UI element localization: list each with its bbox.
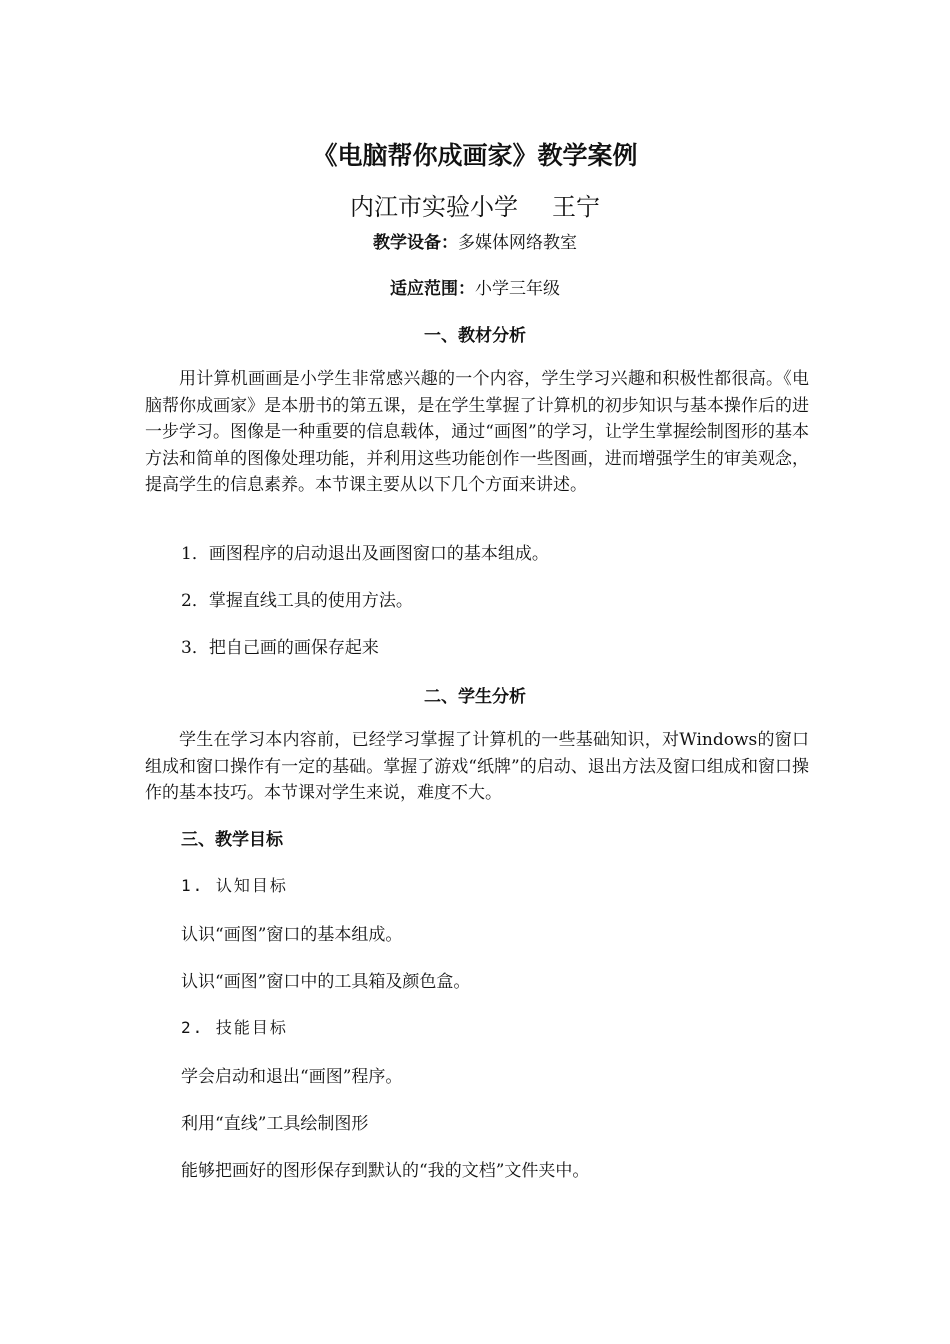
equipment-line — [0, 228, 950, 253]
section3-heading: 三、教学目标 — [181, 830, 283, 850]
list-item: 2．掌握直线工具的使用方法。 — [181, 591, 413, 611]
section2-paragraph: 学生在学习本内容前，已经学习掌握了计算机的一些基础知识，对Windows的窗口组成和窗口操作有一定的基础。掌握了游戏“纸牌”的启动、退出方法及窗口组成和窗口操作的基本技巧。本节课对学生来说，难度不大。 — [145, 730, 809, 803]
scope-label: 适应范围： — [390, 279, 475, 299]
goal-item: 利用“直线”工具绘制图形 — [181, 1114, 369, 1134]
goal-item: 能够把画好的图形保存到默认的“我的文档”文件夹中。 — [181, 1161, 590, 1181]
author-line — [0, 187, 950, 222]
list-item: 3．把自己画的画保存起来 — [181, 638, 379, 658]
skill-heading: 2. 技能目标 — [181, 1018, 288, 1037]
author-school: 内江市实验小学 — [350, 193, 518, 221]
section2-heading: 二、学生分析 — [424, 687, 526, 707]
scope-value: 小学三年级 — [475, 279, 560, 299]
list-item: 1．画图程序的启动退出及画图窗口的基本组成。 — [181, 544, 549, 564]
scope-line — [0, 274, 950, 299]
goal-item: 认识“画图”窗口的基本组成。 — [181, 925, 403, 945]
cognitive-heading: 1. 认知目标 — [181, 876, 288, 895]
goal-item: 学会启动和退出“画图”程序。 — [181, 1067, 403, 1087]
equipment-value: 多媒体网络教室 — [458, 233, 577, 253]
equipment-label: 教学设备： — [373, 233, 458, 253]
section1-paragraph: 用计算机画画是小学生非常感兴趣的一个内容，学生学习兴趣和积极性都很高。《电脑帮你成画家》是本册书的第五课，是在学生掌握了计算机的初步知识与基本操作后的进一步学习。图像是一种重要的信息载体，通过“画图”的学习，让学生掌握绘制图形的基本方法和简单的图像处理功能，并利用这些功能创作一些图画，进而增强学生的审美观念，提高学生的信息素养。本节课主要从以下几个方面来讲述。 — [145, 369, 809, 495]
document-title: 《电脑帮你成画家》教学案例 — [312, 141, 638, 170]
author-name: 王宁 — [552, 193, 600, 221]
section1-heading: 一、教材分析 — [424, 326, 526, 346]
goal-item: 认识“画图”窗口中的工具箱及颜色盒。 — [181, 972, 471, 992]
